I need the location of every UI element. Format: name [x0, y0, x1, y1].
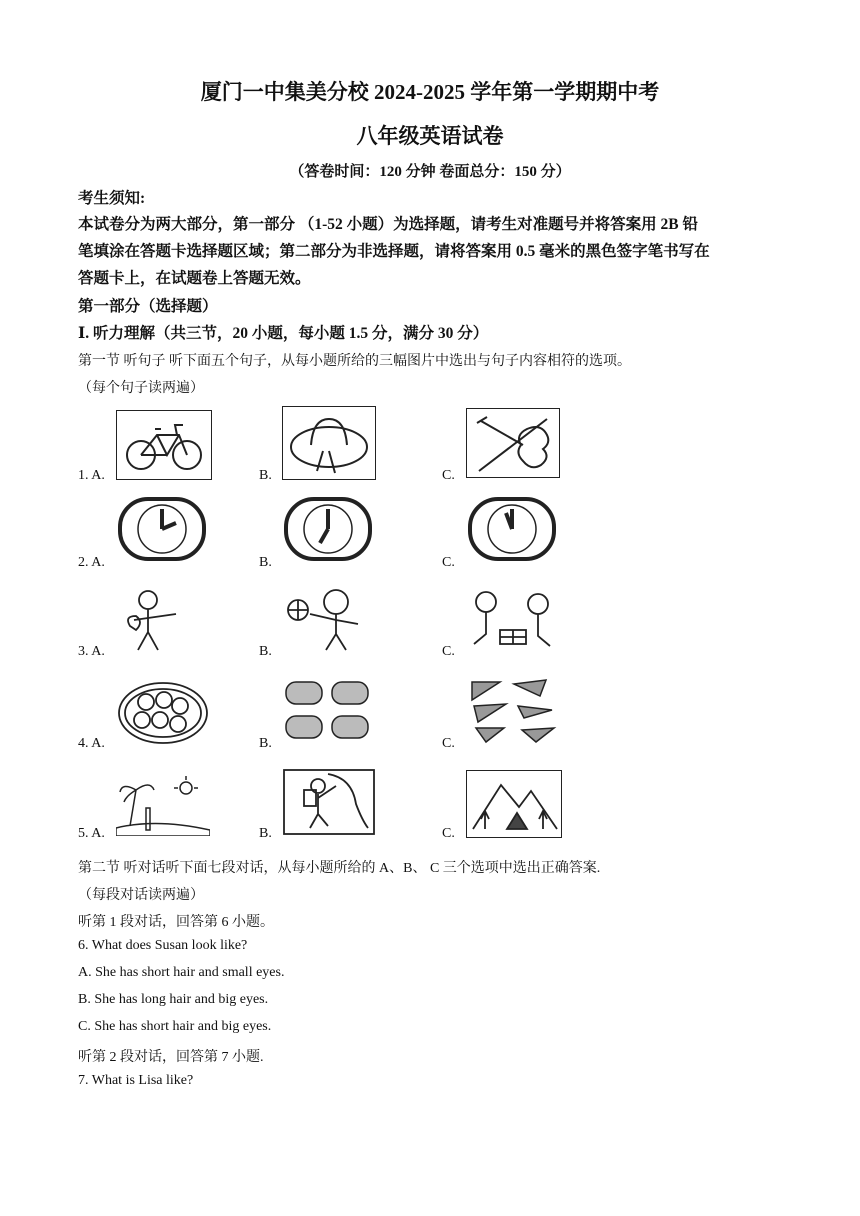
beach-icon: [116, 772, 210, 836]
sec1-instruction: 第一节 听句子 听下面五个句子，从每小题所给的三幅图片中选出与句子内容相符的选项。: [78, 354, 631, 369]
mountain-camping-icon: [466, 770, 562, 838]
dialog1-intro: 听第 1 段对话，回答第 6 小题。: [78, 915, 274, 930]
clock-icon: [282, 495, 374, 563]
dumplings-plate-icon: [116, 680, 210, 746]
bicycle-icon: [116, 410, 212, 480]
option-c-label: C.: [442, 555, 455, 570]
picture-question-4: [78, 672, 778, 762]
option-c-label: C.: [442, 736, 455, 751]
option-b-label: B.: [259, 468, 272, 483]
option-a-label: 5. A.: [78, 826, 105, 841]
option-b-label: B.: [259, 736, 272, 751]
exam-title: 厦门一中集美分校 2024-2025 学年第一学期期中考: [200, 80, 660, 104]
sec1-note: （每个句子读两遍）: [78, 381, 204, 396]
option-b-label: B.: [259, 555, 272, 570]
exam-info: （答卷时间：120 分钟 卷面总分：150 分）: [289, 164, 571, 180]
hamburgers-icon: [282, 676, 374, 746]
q6-option-a: A. She has short hair and small eyes.: [78, 965, 285, 980]
notice-line: 笔填涂在答题卡选择题区域；第二部分为非选择题，请将答案用 0.5 毫米的黑色签字笔书写在: [78, 243, 710, 260]
option-c-label: C.: [442, 644, 455, 659]
option-a-label: 1. A.: [78, 468, 105, 483]
option-b-label: B.: [259, 644, 272, 659]
listening-section-title: Ⅰ. 听力理解（共三节，20 小题，每小题 1.5 分，满分 30 分）: [78, 325, 489, 342]
option-a-label: 2. A.: [78, 555, 105, 570]
kids-playing-chess-icon: [466, 586, 560, 654]
q7-question: 7. What is Lisa like?: [78, 1073, 194, 1088]
notice-heading: 考生须知:: [78, 190, 146, 207]
boy-with-basketball-icon: [282, 584, 374, 654]
option-a-label: 4. A.: [78, 736, 105, 751]
option-c-label: C.: [442, 468, 455, 483]
picture-question-3: [78, 580, 778, 670]
dialog2-intro: 听第 2 段对话，回答第 7 小题.: [78, 1050, 264, 1065]
sec2-instruction: 第二节 听对话听下面七段对话，从每小题所给的 A、B、 C 三个选项中选出正确答案.: [78, 861, 601, 876]
clock-icon: [466, 495, 558, 563]
q6-option-c: C. She has short hair and big eyes.: [78, 1019, 272, 1034]
grade-title: 八年级英语试卷: [356, 124, 504, 148]
picture-question-5: [78, 762, 778, 852]
clock-icon: [116, 495, 208, 563]
boy-playing-guitar-icon: [116, 586, 184, 654]
option-b-label: B.: [259, 826, 272, 841]
notice-body: [78, 211, 788, 292]
option-a-label: 3. A.: [78, 644, 105, 659]
option-c-label: C.: [442, 826, 455, 841]
sun-hat-icon: [282, 406, 376, 480]
part1-heading: 第一部分（选择题）: [78, 298, 218, 315]
violin-icon: [466, 408, 560, 478]
sec2-note: （每段对话读两遍）: [78, 888, 204, 903]
q6-option-b: B. She has long hair and big eyes.: [78, 992, 269, 1007]
q6-question: 6. What does Susan look like?: [78, 938, 248, 953]
notice-line: 本试卷分为两大部分，第一部分 （1-52 小题）为选择题，请考生对准题号并将答案用 2B 铅: [78, 216, 699, 233]
sandwiches-icon: [466, 676, 562, 746]
notice-line: 答题卡上，在试题卷上答题无效。: [78, 270, 311, 287]
picture-question-1: [78, 404, 778, 494]
hiker-icon: [282, 768, 376, 836]
picture-question-2: [78, 491, 778, 581]
